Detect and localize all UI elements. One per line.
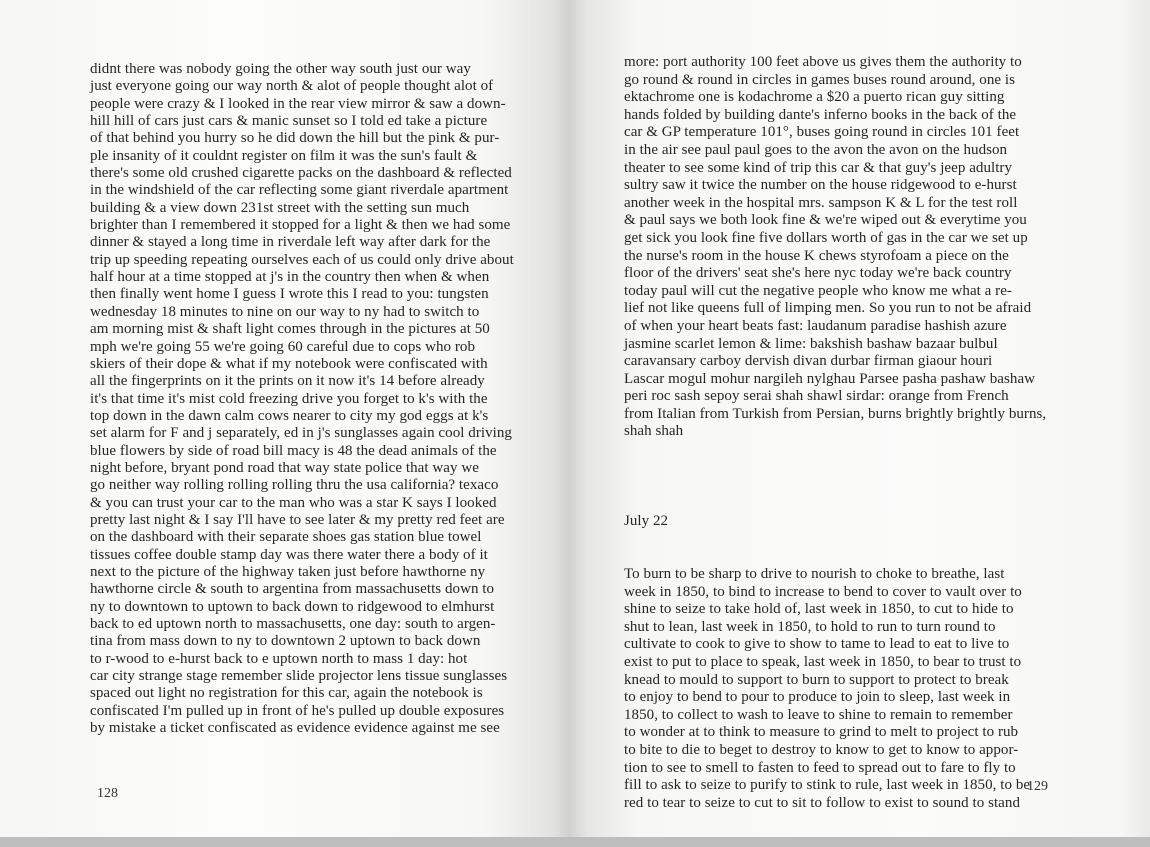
right-page-body-text: more: port authority 100 feet above us gives them the authority to go round & round in circles in games buses round around, one is ektachrome one is kodachrome a $20 a puerto rican guy sitting hands folded by building dante's inferno books in the back of the car & GP temperature 101°, buses going round in circles 101 feet in the air see paul paul goes to the avon the avon on the hudson theater to see some kind of trip this car & that guy's jeep adultry sultry saw it twice the number on the house ridgewood to e-hurst another week in the hospital mrs. sampson K & L for the test roll & paul says we both look fine & we're wiped out & everytime you get sick you look fine five dollars worth of gas in the car we set up the nurse's room in the house K chews styrofoam a piece on the floor of the drivers' seat she's here nyc today we're back country today paul will cut the negative people who know me what a re- lief not like queens full of limping men. So you run to not be afraid of when your heart beats fast: laudanum paradise hashish azure jasmine scarlet lemon & lime: bakshish bashaw bazaar bulbul caravansary carboy dervish divan durbar firman giaour houri Lascar mogul mohur nargileh nylghau Parsee pasha pashaw bashaw peri roc sash sepoy serai shah shawl sirdar: orange from French from Italian from Turkish from Persian, burns brightly brightly burns, shah shah	[624, 54, 1047, 440]
section-body-text: To burn to be sharp to drive to nourish to choke to breathe, last week in 1850, to bind to increase to bend to cover to vault over to shine to seize to take hold of, last week in 1850, to cut to hide to shut to lean, last week in 1850, to hold to run to turn round to cultivate to cook to give to show to tame to lead to eat to live to exist to put to place to speak, last week in 1850, to bear to trust to knead to mould to support to burn to support to protect to break to enjoy to bend to pour to produce to join to sleep, last week in 1850, to collect to wash to leave to shine to remain to remember to wonder at to think to measure to grind to melt to project to rub to bite to die to beget to destroy to know to get to know to appor- tion to see to smell to fasten to feed to spread out to fare to fly to fill to ask to seize to purify to stink to rule, last week in 1850, to be red to tear to seize to cut to sit to follow to exist to sound to stand	[624, 565, 1031, 811]
left-page-number: 128	[97, 786, 118, 801]
left-page-body-text: didnt there was nobody going the other way south just our way just everyone going our way north & alot of people thought alot of people were crazy & I looked in the rear view mirror & saw a down- hill hill of cars just cars & manic sunset so I told ed take a picture of that behind you hurry so he did down the hill but the pink & pur- ple insanity of it couldnt register on film it was the sun's fault & there's some old crushed cigarette packs on the dashboard & reflected in the windshield of the car reflecting some giant riverdale apartment building & a view down 231st street with the setting sun much brighter than I remembered it stopped for a light & then we had some dinner & stayed a long time in riverdale left way after dark for the trip up speeding repeating ourselves each of us could only drive about half hour at a time stopped at j's in the country then when & when then finally went home I guess I wrote this I read to you: tungsten wednesday 18 minutes to nine on our way to ny had to switch to am morning mist & shaft light comes through in the pictures at 50 mph we're going 55 we're going 60 careful due to cops who rob skiers of their dope & what if my notebook were confiscated with all the fingerprints on it the prints on it now it's 14 before already it's that time it's mist cold freezing drive you forget to k's with the top down in the dawn calm cows nearer to city my god eggs at k's set alarm for F and j separately, ed in j's sunglasses again cool driving blue flowers by side of road bill macy is 48 the dead animals of the night before, bryant pond road that way state police that way we go neither way rolling rolling rolling thru the usa california? texaco & you can trust your car to the man who was a star K says I looked pretty last night & I say I'll have to see later & my pretty red feet are on the dashboard with their separate shoes gas station blue towel tissues coffee double stamp day was there water there a body of it next to the picture of the highway taken just before hawthorne ny hawthorne circle & south to argentina from massachusetts down to ny to downtown to uptown to back down to ridgewood to elmhurst back to ed uptown north to massachusetts, one day: south to argen- tina from mass down to ny to downtown 2 uptown to back down to r-wood to e-hurst back to e uptown north to mass 1 day: hot car city strange stage remember slide projector lens tissue sunglasses spaced out light no registration for this car, again the notebook is confiscated I'm pulled up in front of he's pulled up double exposures by mistake a ticket confiscated as evidence evidence against me see	[90, 61, 514, 737]
july-22-section	[624, 478, 1030, 847]
right-page-number: 129	[1027, 779, 1048, 794]
section-heading: July 22	[624, 513, 669, 530]
